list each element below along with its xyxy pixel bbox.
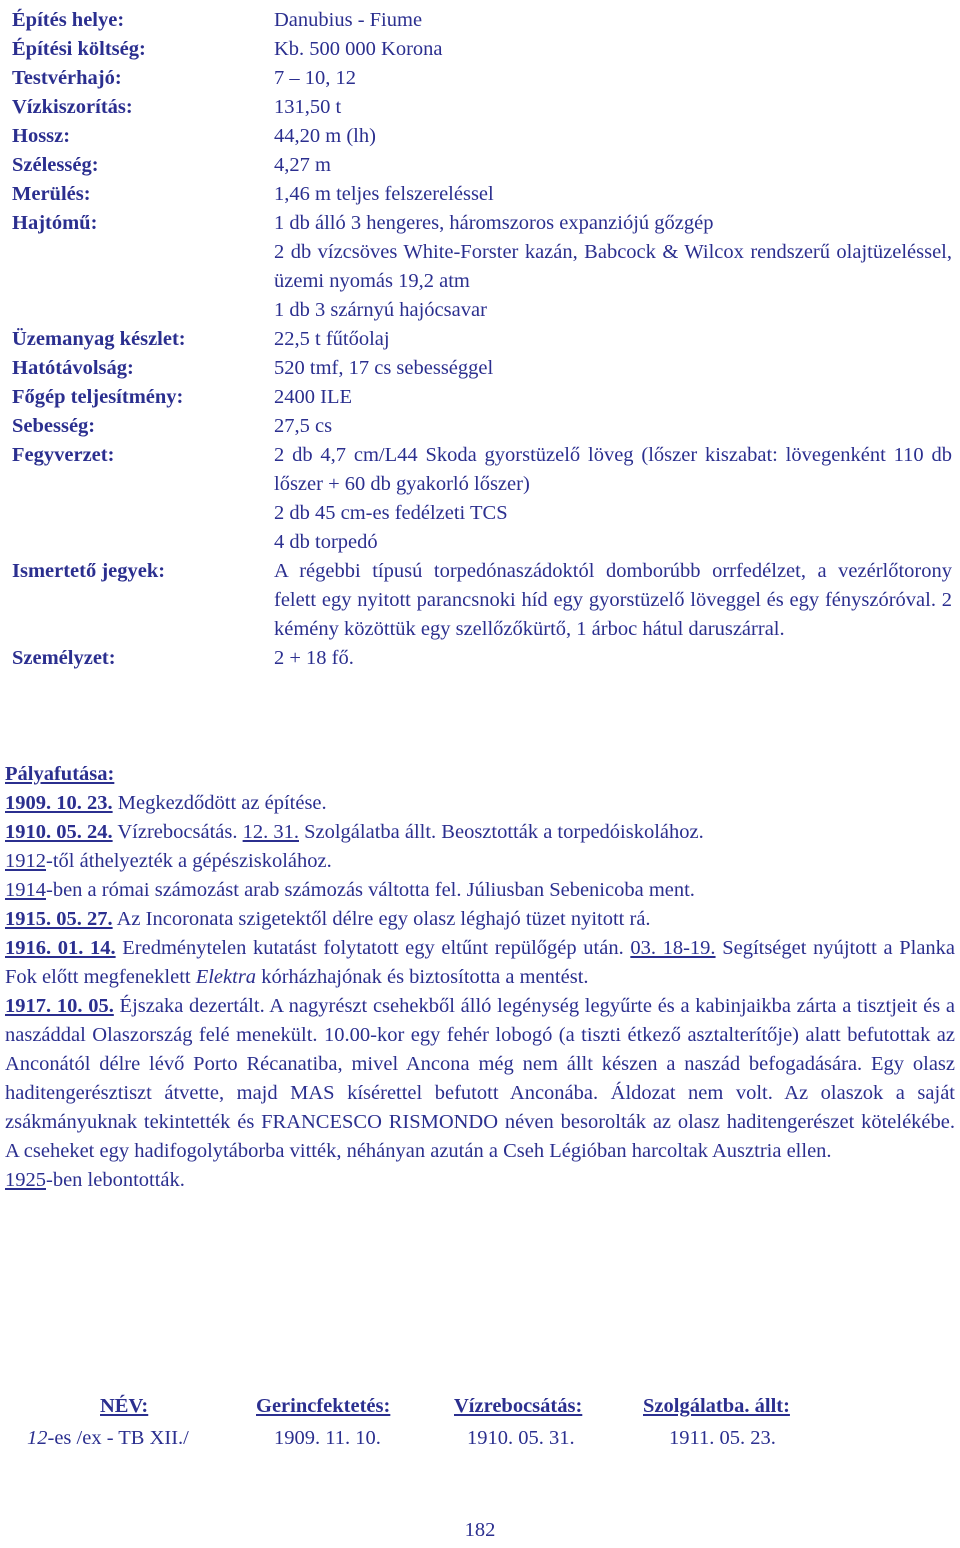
header-service: Szolgálatba. állt: [643,1395,790,1417]
spec-label: Főgép teljesítmény: [12,386,184,408]
spec-label: Vízkiszorítás: [12,96,133,118]
career-date: 1917. 10. 05. [5,995,114,1017]
career-text: Megkezdődött az építése. [112,792,327,814]
value-service: 1911. 05. 23. [669,1427,776,1449]
career-text: Szolgálatba állt. Beosztották a torpedóiskolához. [298,821,704,843]
spec-value [274,180,952,209]
career-text: Vízrebocsátás. [112,821,243,843]
career-date: 03. 18-19. [630,937,716,959]
spec-value [274,93,952,122]
spec-label: Hossz: [12,125,71,147]
career-text: Segítséget nyújtott a Planka Fok előtt megfeneklett [5,937,956,988]
spec-row [12,354,952,383]
spec-label: Testvérhajó: [12,67,122,89]
spec-value [274,412,952,441]
career-section [5,760,955,1195]
spec-value [274,64,952,93]
career-entry [5,847,955,876]
page-number: 182 [464,1519,496,1541]
spec-value-line: 2 db vízcsöves White-Forster kazán, Babcock & Wilcox rendszerű olajtüzeléssel, üzemi nyomás 19,2 atm [274,241,952,292]
value-name [27,1427,189,1450]
spec-value-line: 131,50 t [274,96,342,118]
spec-row [12,383,952,412]
value-launch: 1910. 05. 31. [467,1427,575,1449]
spec-value [274,209,952,325]
spec-label: Hatótávolság: [12,357,134,379]
spec-row [12,64,952,93]
career-heading: Pályafutása: [5,763,115,785]
spec-value-line: 1,46 m teljes felszereléssel [274,183,494,205]
spec-label: Építés helye: [12,9,125,31]
career-date: Elektra [195,966,257,988]
spec-value [274,122,952,151]
career-date: 1910. 05. 24. [5,821,113,843]
career-date: 1925 [5,1169,46,1191]
career-text: Éjszaka dezertált. A nagyrészt csehekből álló legénység legyűrte és a kabinjaikba zárta a tisztjeit és a naszáddal Olaszország felé menekült. 10.00-kor egy fehér lobogó (a tiszti étkező asztalterítője) alatt befutottak az Anconától délre lévő Porto Récanatiba, mivel Ancona még nem állt készen a naszád befogadására. Egy olasz haditengerésztiszt átvette, majd MAS kísérettel befutott Anconába. Áldozat nem volt. Az olaszok a saját zsákmányuknak tekintették és FRANCESCO RISMONDO néven besorolták az olasz haditengerészet kötelékébe. A cseheket egy hadifogolytáborba vitték, néhányan azután a Cseh Légióban harcoltak Ausztria ellen. [5,995,955,1162]
spec-label: Hajtómű: [12,212,98,234]
career-entry [5,934,955,992]
spec-label: Üzemanyag készlet: [12,328,186,350]
spec-label: Ismertető jegyek: [12,560,166,582]
career-date: 1912 [5,850,46,872]
spec-value-line: 7 – 10, 12 [274,67,356,89]
career-date: 12. 31. [242,821,299,843]
value-name-rest: -es /ex - TB XII./ [47,1427,189,1449]
spec-value-line: 4 db torpedó [274,531,378,553]
spec-row [12,441,952,557]
header-keel: Gerincfektetés: [256,1395,391,1417]
spec-value-line: 2 + 18 fő. [274,647,354,669]
spec-value [274,6,952,35]
career-date: 1915. 05. 27. [5,908,113,930]
spec-value-line: 44,20 m (lh) [274,125,376,147]
spec-row [12,180,952,209]
career-text: Eredménytelen kutatást folytatott egy eltűnt repülőgép után. [115,937,631,959]
spec-value-line: 2 db 4,7 cm/L44 Skoda gyorstüzelő löveg (lőszer kiszabat: lövegenként 110 db lőszer + 60 db gyakorló lőszer) [274,444,952,495]
spec-label: Sebesség: [12,415,96,437]
career-entry [5,1166,955,1195]
spec-row [12,151,952,180]
career-date: 1914 [5,879,46,901]
spec-value [274,557,952,644]
spec-label: Szélesség: [12,154,99,176]
spec-label: Személyzet: [12,647,116,669]
spec-label: Fegyverzet: [12,444,115,466]
career-entry [5,905,955,934]
spec-value [274,354,952,383]
spec-value [274,644,952,673]
career-entry [5,818,955,847]
spec-value [274,35,952,64]
header-name: NÉV: [100,1395,149,1417]
career-text: kórházhajónak és biztosította a mentést. [256,966,589,988]
spec-row [12,6,952,35]
spec-value-line: Kb. 500 000 Korona [274,38,443,60]
spec-row [12,557,952,644]
career-entry [5,992,955,1166]
career-text: Az Incoronata szigetektől délre egy olasz léghajó tüzet nyitott rá. [112,908,651,930]
spec-row [12,325,952,354]
spec-value [274,383,952,412]
spec-row [12,412,952,441]
career-date: 1909. 10. 23. [5,792,113,814]
spec-value [274,441,952,557]
spec-value-line: 1 db álló 3 hengeres, háromszoros expanziójú gőzgép [274,212,714,234]
spec-value-line: 2 db 45 cm-es fedélzeti TCS [274,502,508,524]
career-text: -től áthelyezték a gépésziskolához. [46,850,332,872]
spec-row [12,93,952,122]
career-date: 1916. 01. 14. [5,937,116,959]
spec-value-line: 22,5 t fűtőolaj [274,328,390,350]
spec-label: Merülés: [12,183,91,205]
spec-row [12,122,952,151]
spec-value-line: 520 tmf, 17 cs sebességgel [274,357,494,379]
spec-value-line: A régebbi típusú torpedónaszádoktól domborúbb orrfedélzet, a vezérlőtorony felett egy nyitott parancsnoki híd egy gyorstüzelő löveggel és egy fényszóróval. 2 kémény közöttük egy szellőzőkürtő, 1 árboc hátul daruszárral. [274,560,952,640]
spec-label: Építési költség: [12,38,146,60]
career-entries [5,789,955,1195]
value-keel: 1909. 11. 10. [274,1427,381,1449]
spec-row [12,35,952,64]
spec-value [274,325,952,354]
value-name-number: 12 [27,1427,48,1449]
spec-value-line: 1 db 3 szárnyú hajócsavar [274,299,487,321]
career-text: -ben a római számozást arab számozás váltotta fel. Júliusban Sebenicoba ment. [46,879,695,901]
spec-value-line: Danubius - Fiume [274,9,423,31]
spec-value-line: 4,27 m [274,154,331,176]
career-entry [5,789,955,818]
spec-table [12,6,952,673]
spec-row [12,209,952,325]
career-entry [5,876,955,905]
spec-value [274,151,952,180]
header-launch: Vízrebocsátás: [454,1395,583,1417]
spec-value-line: 27,5 cs [274,415,333,437]
spec-row [12,644,952,673]
career-text: -ben lebontották. [46,1169,185,1191]
spec-value-line: 2400 ILE [274,386,352,408]
